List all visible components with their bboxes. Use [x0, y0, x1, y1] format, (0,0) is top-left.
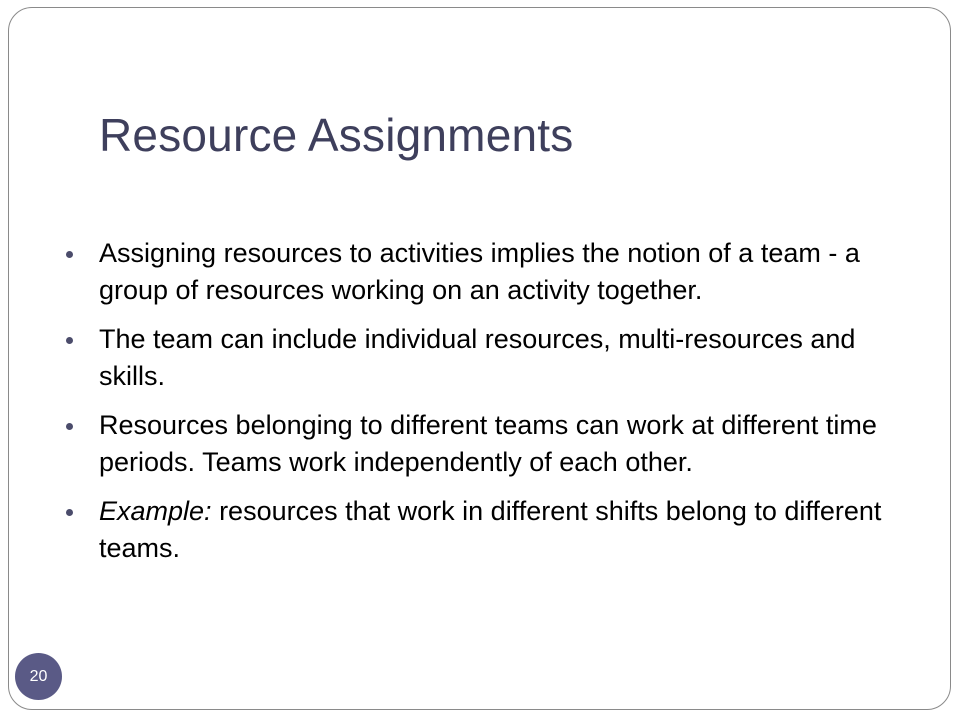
- bullet-text: The team can include individual resources, multi-resources and skills.: [99, 324, 856, 391]
- bullet-text: Assigning resources to activities implies the notion of a team - a group of resources working on an activity together.: [99, 238, 860, 305]
- bullet-item: [65, 493, 905, 567]
- page-number: 20: [29, 667, 48, 685]
- bullet-text: Resources belonging to different teams can work at different time periods. Teams work independently of each other.: [99, 410, 877, 477]
- bullet-dot-icon: [66, 337, 73, 344]
- bullet-text: resources that work in different shifts belong to different teams.: [99, 496, 882, 563]
- bullet-list: [65, 235, 905, 579]
- bullet-item: [65, 235, 905, 309]
- bullet-item: [65, 321, 905, 395]
- bullet-dot-icon: [66, 423, 73, 430]
- example-label: Example:: [99, 496, 212, 526]
- page-number-badge: [15, 653, 62, 700]
- bullet-dot-icon: [66, 251, 73, 258]
- bullet-item: [65, 407, 905, 481]
- bullet-dot-icon: [66, 509, 73, 516]
- slide-frame: [8, 7, 951, 710]
- slide-title: Resource Assignments: [99, 109, 574, 161]
